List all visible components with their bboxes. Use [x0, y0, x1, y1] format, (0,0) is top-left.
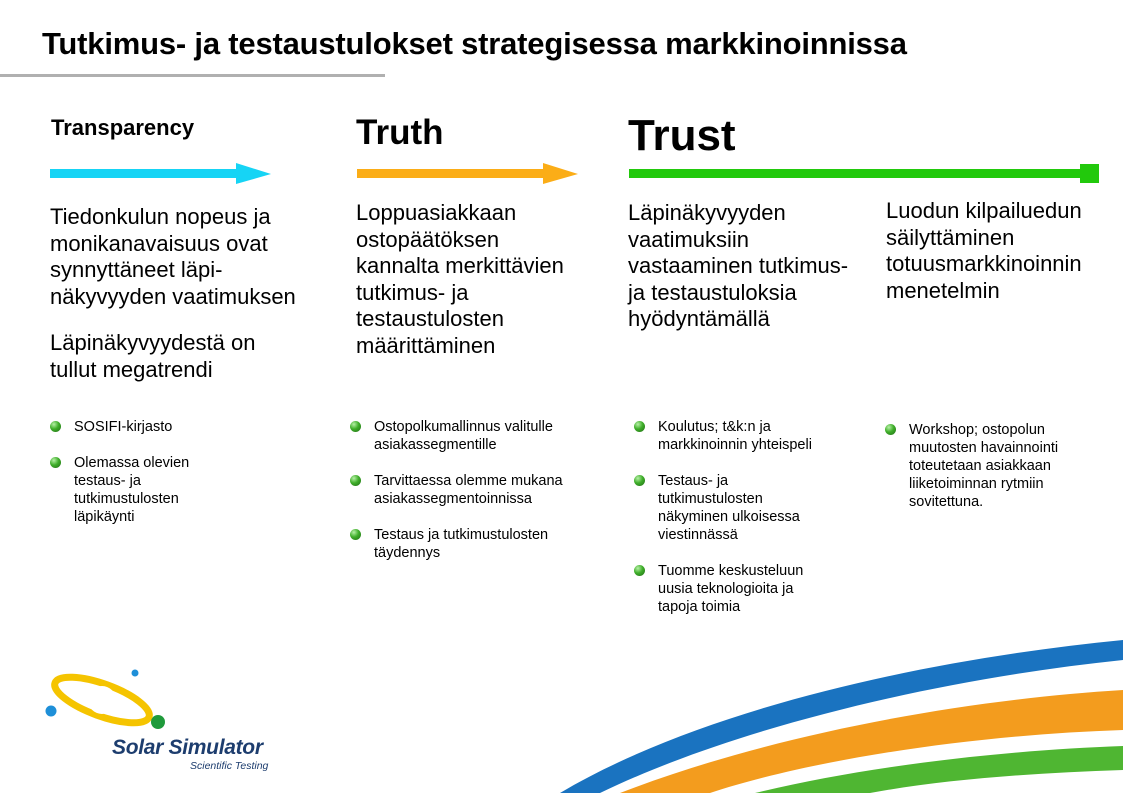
trust-bullets — [634, 418, 864, 634]
trust-bar — [629, 163, 1101, 185]
list-item — [350, 472, 610, 508]
logo-dot-blue — [46, 706, 57, 717]
list-item — [885, 421, 1105, 511]
list-item — [50, 454, 300, 526]
truth-bullets — [350, 418, 610, 580]
bullet-text: Ostopolkumallinnus valitulle asiakassegmentille — [374, 419, 553, 453]
retention-bullets — [885, 421, 1105, 529]
list-item — [350, 418, 610, 454]
trust-bar-line — [629, 169, 1089, 178]
transparency-bullets — [50, 418, 300, 544]
transparency-arrow-shaft — [50, 169, 240, 178]
bullet-text: Testaus- ja tutkimustulosten näkyminen ulkoisessa viestinnässä — [658, 473, 800, 543]
bullet-text: Testaus ja tutkimustulosten täydennys — [374, 527, 549, 561]
bullet-dot — [350, 529, 361, 540]
truth-arrow — [357, 163, 579, 185]
bullet-text: Olemassa olevien testaus- ja tutkimustulosten läpikäynti — [74, 455, 190, 525]
bullet-dot — [634, 565, 645, 576]
transparency-arrow-head — [236, 163, 271, 184]
solar-simulator-logo-icon — [40, 662, 175, 742]
list-item — [634, 472, 864, 544]
bullet-text: Koulutus; t&k:n ja markkinoinnin yhteispeli — [658, 419, 812, 453]
bullet-dot — [350, 421, 361, 432]
logo-core — [88, 686, 116, 714]
retention-paragraph: Luodun kilpailuedun säilyttäminen totuusmarkkinoinnin menetelmin — [886, 198, 1082, 303]
logo-dot-small — [132, 670, 139, 677]
logo-dot-green — [151, 715, 165, 729]
bullet-text: Tarvittaessa olemme mukana asiakassegmentoinnissa — [374, 473, 563, 507]
bullet-dot — [634, 475, 645, 486]
bullet-dot — [634, 421, 645, 432]
corner-swoosh-decoration — [540, 640, 1123, 793]
truth-arrow-head — [543, 163, 578, 184]
list-item — [50, 418, 300, 436]
trust-paragraph: Läpinäkyvyyden vaatimuksiin vastaaminen tutkimus- ja testaustuloksia hyödyntämällä — [628, 200, 849, 331]
bullet-dot — [350, 475, 361, 486]
transparency-arrow — [50, 163, 272, 185]
logo-name: Solar Simulator — [112, 736, 263, 759]
list-item — [634, 418, 864, 454]
trust-bar-end — [1080, 164, 1099, 183]
slide-title: Tutkimus- ja testaustulokset strategisessa markkinoinnissa — [42, 26, 907, 61]
heading-truth: Truth — [356, 113, 444, 152]
list-item — [350, 526, 610, 562]
transparency-paragraph-2: Läpinäkyvyydestä on tullut megatrendi — [50, 330, 256, 382]
bullet-dot — [885, 424, 896, 435]
title-underline — [0, 74, 385, 77]
heading-trust: Trust — [628, 111, 736, 160]
logo-tagline: Scientific Testing — [190, 760, 269, 772]
heading-transparency: Transparency — [51, 115, 195, 140]
list-item — [634, 562, 864, 616]
bullet-text: Workshop; ostopolun muutosten havainnointi toteutetaan asiakkaan liiketoiminnan rytmiin sovitettuna. — [909, 422, 1059, 510]
truth-paragraph: Loppuasiakkaan ostopäätöksen kannalta merkittävien tutkimus- ja testaustulosten määrittäminen — [356, 200, 564, 358]
bullet-text: Tuomme keskusteluun uusia teknologioita ja tapoja toimia — [658, 563, 804, 615]
bullet-text: SOSIFI-kirjasto — [74, 419, 173, 435]
transparency-paragraph-1: Tiedonkulun nopeus ja monikanavaisuus ovat synnyttäneet läpi- näkyvyyden vaatimuksen — [50, 204, 296, 309]
bullet-dot — [50, 457, 61, 468]
bullet-dot — [50, 421, 61, 432]
truth-arrow-shaft — [357, 169, 547, 178]
